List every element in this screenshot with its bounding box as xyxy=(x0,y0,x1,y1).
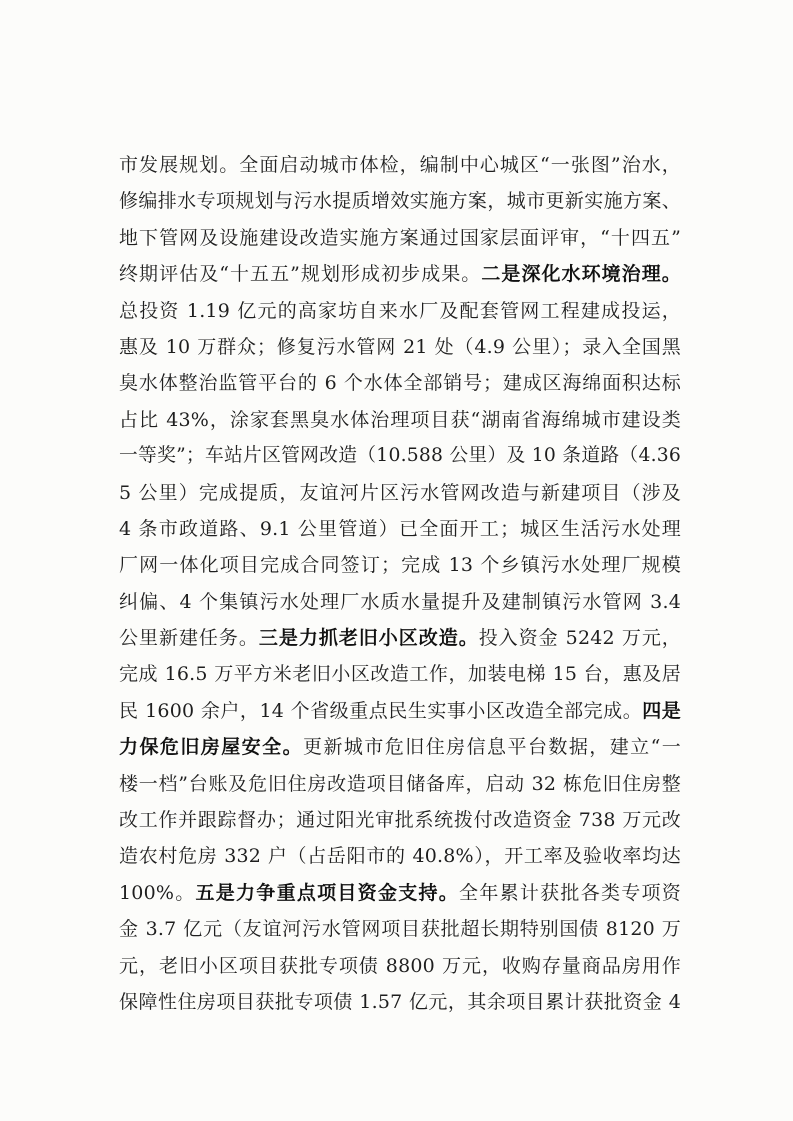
bold-heading-text: 五是力争重点项目资金支持。 xyxy=(195,881,460,904)
body-text-run: 金 3.7 亿元（友谊河污水管网项目获批超长期特别国债 8120 万 xyxy=(119,918,681,941)
body-text-run: 总投资 1.19 亿元的高家坊自来水厂及配套管网工程建成投运， xyxy=(119,299,681,322)
body-text-run: 纠偏、4 个集镇污水处理厂水质水量提升及建制镇污水管网 3.4 xyxy=(119,590,681,613)
body-text-run: 投入资金 5242 万元， xyxy=(478,627,681,650)
body-text-run: 一等奖”；车站片区管网改造（10.588 公里）及 10 条道路（4.36 xyxy=(119,445,681,467)
text-line xyxy=(119,620,681,656)
body-text-run: 全年累计获批各类专项资 xyxy=(459,881,681,904)
body-text-run: 终期评估及“十五五”规划形成初步成果。 xyxy=(119,263,482,286)
text-line xyxy=(119,766,681,802)
text-line xyxy=(119,656,681,692)
body-text-run: 元，老旧小区项目获批专项债 8800 万元，收购存量商品房用作 xyxy=(119,954,681,977)
text-line xyxy=(119,802,681,838)
text-line xyxy=(119,438,681,474)
body-text-run: 更新城市危旧住房信息平台数据，建立“一 xyxy=(303,736,681,759)
body-text-run: 100%。 xyxy=(119,881,196,904)
text-line xyxy=(119,948,681,984)
bold-heading-text: 力保危旧房屋安全。 xyxy=(119,736,304,759)
body-text-run: 臭水体整治监管平台的 6 个水体全部销号；建成区海绵面积达标 xyxy=(119,372,681,395)
body-text-run: 造农村危房 332 户（占岳阳市的 40.8%），开工率及验收率均达 xyxy=(119,845,681,868)
text-line xyxy=(119,183,681,219)
text-line xyxy=(119,220,681,256)
body-text-run: 修编排水专项规划与污水提质增效实施方案，城市更新实施方案、 xyxy=(119,190,681,213)
text-line xyxy=(119,293,681,329)
text-line xyxy=(119,475,681,511)
body-text-run: 占比 43%，涂家套黑臭水体治理项目获“湖南省海绵城市建设类 xyxy=(119,408,681,431)
body-text xyxy=(119,147,681,1020)
body-text-run: 完成 16.5 万平方米老旧小区改造工作，加装电梯 15 台，惠及居 xyxy=(119,663,681,686)
text-line xyxy=(119,365,681,401)
body-text-run: 惠及 10 万群众；修复污水管网 21 处（4.9 公里）；录入全国黑 xyxy=(119,335,681,358)
body-text-run: 楼一档”台账及危旧住房改造项目储备库，启动 32 栋危旧住房整 xyxy=(119,772,681,795)
text-line xyxy=(119,256,681,292)
text-line xyxy=(119,511,681,547)
text-line xyxy=(119,729,681,765)
body-text-run: 厂网一体化项目完成合同签订；完成 13 个乡镇污水处理厂规模 xyxy=(119,554,681,577)
bold-heading-text: 四是 xyxy=(642,699,681,722)
text-line xyxy=(119,329,681,365)
body-text-run: 改工作并跟踪督办；通过阳光审批系统拨付改造资金 738 万元改 xyxy=(119,809,681,832)
text-line xyxy=(119,984,681,1020)
body-text-run: 地下管网及设施建设改造实施方案通过国家层面评审，“十四五” xyxy=(119,226,681,249)
text-line xyxy=(119,402,681,438)
text-line xyxy=(119,838,681,874)
text-line xyxy=(119,547,681,583)
body-text-run: 5 公里）完成提质，友谊河片区污水管网改造与新建项目（涉及 xyxy=(119,481,681,504)
body-text-run: 4 条市政道路、9.1 公里管道）已全面开工；城区生活污水处理 xyxy=(119,517,681,540)
text-line xyxy=(119,147,681,183)
text-line xyxy=(119,584,681,620)
body-text-run: 保障性住房项目获批专项债 1.57 亿元，其余项目累计获批资金 4 xyxy=(119,990,681,1013)
body-text-run: 市发展规划。全面启动城市体检，编制中心城区“一张图”治水， xyxy=(119,154,681,176)
text-line xyxy=(119,693,681,729)
bold-heading-text: 三是力抓老旧小区改造。 xyxy=(258,627,479,650)
bold-heading-text: 二是深化水环境治理。 xyxy=(481,263,681,286)
body-text-run: 公里新建任务。 xyxy=(119,627,259,650)
text-line xyxy=(119,911,681,947)
text-line xyxy=(119,875,681,911)
body-text-run: 民 1600 余户，14 个省级重点民生实事小区改造全部完成。 xyxy=(119,699,643,722)
